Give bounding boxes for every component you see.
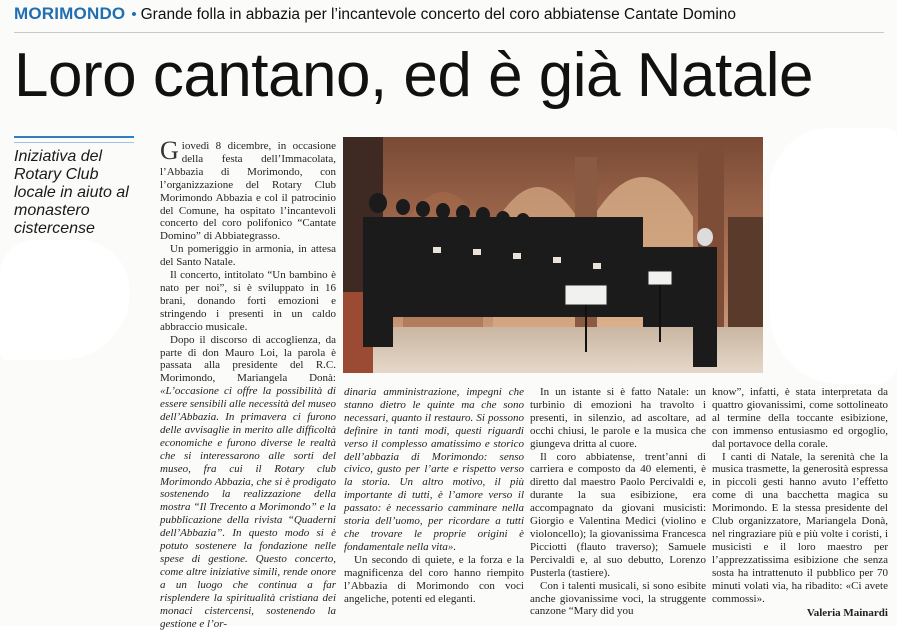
article-column-4: [712, 386, 888, 618]
paragraph: In un istante si è fatto Natale: un turbinio di emozioni ha travolto i presenti, in silenzio, ad ascoltare, ad occhi chiusi, le parole e la musica che giungeva dritta al cuore.: [530, 386, 706, 450]
subhead-rule-bottom: [14, 142, 134, 143]
article-column-1: [160, 136, 336, 630]
choir-in-abbey-image: [343, 137, 763, 373]
scan-blank-left: [0, 240, 130, 360]
scan-blank-right: [770, 128, 897, 384]
quote: dinaria amministrazione, impegni che stanno dietro le quinte ma che sono necessari, quanto il restauro. Si possono definire in tanti modi, questi riguardi verso il complesso amatissimo e storico dell’abbazia di Morimondo: senso civico, gusto per l’arte e rispetto verso la storia. Un altro motivo, il più importante di tutti, è l’amore verso il passato: è necessario camminare nella storia dell’uomo, per ricordare a tutti che trovare le proprie origini è fondamentale nella vita».: [344, 386, 524, 553]
subhead-rule-top: [14, 136, 134, 138]
drop-cap: G: [160, 136, 179, 165]
paragraph: Un pomeriggio in armonia, in attesa del Santo Natale.: [160, 243, 336, 269]
paragraph: Dopo il discorso di accoglienza, da parte di don Mauro Loi, la parola è passata alla presidente del R.C. Morimondo, Mariangela Donà: «L’occasione ci offre la possibilità di essere sensibili alle necessità del museo dell’Abbazia. In primavera ci furono delle avvisaglie in merito alle difficoltà economiche e furono diverse le realtà che si interessarono alle sorti del museo, fra cui il Rotary club Morimondo Abbazia, che si è prodigato sostenendo la realizzazione della mostra “Il Trecento a Morimondo” e la pubblicazione della rivista “Quaderni dell’Abbazia”. In questo modo si è potuto sostenere la fondazione nelle spese di gestione. Questo concerto, come altre iniziative simili, rende onore a un luogo che continua a far risplendere la spiritualità cristiana dei monaci cistercensi, sostenendo la gestione e l’or-: [160, 333, 336, 630]
kicker-bullet: •: [131, 6, 137, 23]
paragraph: I canti di Natale, la serenità che la musica trasmette, la generosità espressa in piccoli gesti hanno avuto l’effetto come di una bacchetta magica su Morimondo. E la stessa presidente del Club organizzatore, Mariangela Donà, nel ringraziare più e più volte i coristi, i musicisti e il loro maestro per l’apprezzatissima esibizione che senza sosta ha intrattenuto il pubblico per 70 minuti volati via, ha ribadito: «Ci avete commossi».: [712, 450, 888, 605]
kicker: [14, 4, 884, 30]
kicker-place: MORIMONDO: [14, 4, 126, 23]
concert-photo: [343, 137, 763, 373]
paragraph: Un secondo di quiete, e la forza e la magnificenza del coro hanno riempito l’Abbazia di Morimondo con voci angeliche, potenti ed eleganti.: [344, 553, 524, 605]
quote: «L’occasione ci offre la possibilità di essere sensibili alle necessità del museo dell’Abbazia. In primavera ci furono delle avvisaglie in merito alle difficoltà economiche e furono diverse le realtà che si interessarono alle sorti del museo, fra cui il Rotary club Morimondo Abbazia, che si è prodigato sostenendo la realizzazione della mostra “Il Trecento a Morimondo” e la pubblicazione della rivista “Quaderni dell’Abbazia”. In questo modo si è potuto sostenere la fondazione nelle spese di gestione. Questo concerto, come altre iniziative simili, rende onore a un luogo che continua a far risplendere la spiritualità cristiana dei monaci cistercensi, sostenendo la gestione e l’or-: [160, 385, 336, 630]
paragraph: know”, infatti, è stata interpretata da quattro giovanissimi, come sottolineato al termine della toccante esibizione, con immenso entusiasmo ed orgoglio, dal portavoce della corale.: [712, 386, 888, 450]
subheadline: Iniziativa del Rotary Club locale in aiuto al monastero cistercense: [14, 148, 129, 237]
article-column-2: [344, 386, 524, 618]
kicker-subtitle: Grande folla in abbazia per l’incantevole concerto del coro abbiatense Cantate Domino: [140, 6, 737, 23]
kicker-divider: [14, 32, 884, 33]
paragraph: Il concerto, intitolato “Un bambino è nato per noi”, si è sviluppato in 16 brani, donando forti emozioni e stringendo i presenti in un caldo abbraccio musicale.: [160, 269, 336, 333]
byline: Valeria Mainardi: [806, 607, 888, 620]
paragraph: Con i talenti musicali, si sono esibite anche giovanissime voci, la struggente canzone “Mary did you: [530, 579, 706, 618]
article-column-3: [530, 386, 706, 618]
photo-gap: [343, 375, 763, 383]
paragraph: Giovedì 8 dicembre, in occasione della festa dell’Immacolata, l’Abbazia di Morimondo, con l’organizzazione del Rotary Club Morimondo Abbazia e col il patrocinio del Comune, ha ospitato l’incantevoli concerto del coro polifonico “Cantate Domino” di Abbiategrasso.: [160, 136, 336, 243]
headline: Loro cantano, ed è già Natale: [14, 41, 813, 110]
paragraph: Il coro abbiatense, trent’anni di carriera e composto da 40 elementi, è diretto dal maestro Paolo Percivaldi e, durante la sua esibizione, era accompagnato da giovani musicisti: Giorgio e Valentina Medici (violino e violoncello); la giovanissima Francesca Picciotti (flauto traverso); Samuele Percivaldi e, al suo debutto, Lorenzo Pusterla (tastiere).: [530, 450, 706, 579]
